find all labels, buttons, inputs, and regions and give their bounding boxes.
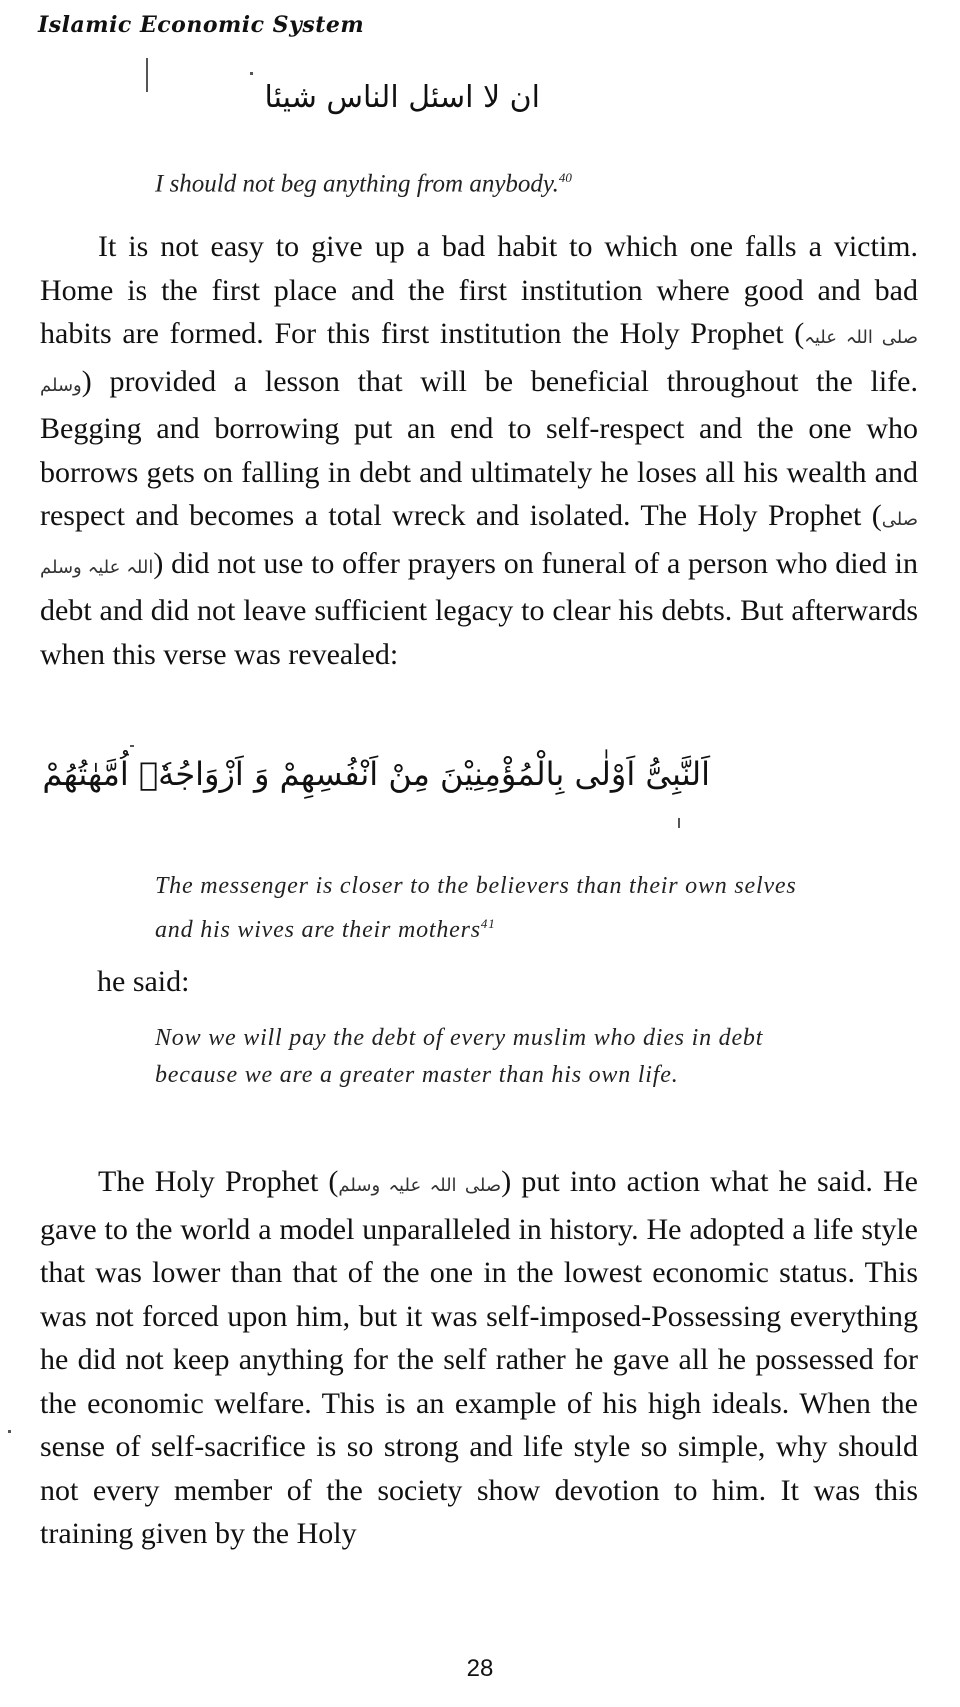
scan-artifact <box>250 72 253 75</box>
body-paragraph <box>40 1160 918 1556</box>
quote-translation <box>155 170 572 198</box>
paragraph-text: ) put into action what he said. He gave to the world a model unparalleled in history. He adopted a life style that was lower than that of the one in the lowest economic status. This was not forced upon him, but it was self-imposed-Possessing everything he did not keep anything for the self rather he gave all he possessed for the economic welfare. This is an example of his high ideals. When the sense of self-sacrifice is so strong and life style so simple, why should not every member of the society show devotion to him. It was this training given by the Holy <box>40 1165 918 1550</box>
footnote-marker: 40 <box>558 170 572 185</box>
body-paragraph <box>40 225 918 676</box>
paragraph-text: ) provided a lesson that will be beneficial throughout the life. Begging and borrowing put an end to self-respect and the one who borrows gets on falling in debt and ultimately he loses all his wealth and respect and becomes a total wreck and isolated. The Holy Prophet ( <box>40 364 918 532</box>
honorific-arabic: صلی اللہ علیہ وسلم <box>40 327 918 396</box>
paragraph-text: The Holy Prophet ( <box>98 1165 339 1198</box>
quran-verse-arabic: اَلنَّبِیُّ اَوْلٰی بِالْمُؤْمِنِیْنَ مِنْ اَنْفُسِهِمْ وَ اَزْوَاجُهٗۤ اُمَّهٰتُهُمْ <box>42 755 710 793</box>
hadith-quote: Now we will pay the debt of every muslim who dies in debt because we are a greater master than his own life. <box>155 1025 764 1088</box>
scan-artifact <box>678 818 680 828</box>
running-head-title: Islamic Economic System <box>38 12 365 38</box>
paragraph-text: ) did not use to offer prayers on funeral of a person who died in debt and did not leave sufficient legacy to clear his debts. But afterwards when this verse was revealed: <box>40 546 918 671</box>
he-said-line: he said: <box>97 965 190 998</box>
scan-artifact <box>8 1430 11 1433</box>
verse-translation <box>155 868 835 949</box>
honorific-arabic: صلی اللہ علیہ وسلم <box>338 1175 502 1196</box>
paragraph-text: It is not easy to give up a bad habit to which one falls a victim. Home is the first place and the first institution where good and bad habits are formed. For this first institution the Holy Prophet ( <box>40 230 918 350</box>
page-number: 28 <box>466 1655 494 1682</box>
scan-artifact <box>130 745 134 747</box>
quote-translation-text: I should not beg anything from anybody. <box>155 170 559 198</box>
arabic-quote: ان لا اسئل الناس شیئا <box>264 80 540 115</box>
verse-translation-text: The messenger is closer to the believers than their own selves and his wives are their mothers <box>155 873 797 943</box>
footnote-marker: 41 <box>480 916 496 931</box>
scan-artifact <box>146 58 148 92</box>
honorific-arabic: صلی اللہ علیہ وسلم <box>40 509 918 578</box>
